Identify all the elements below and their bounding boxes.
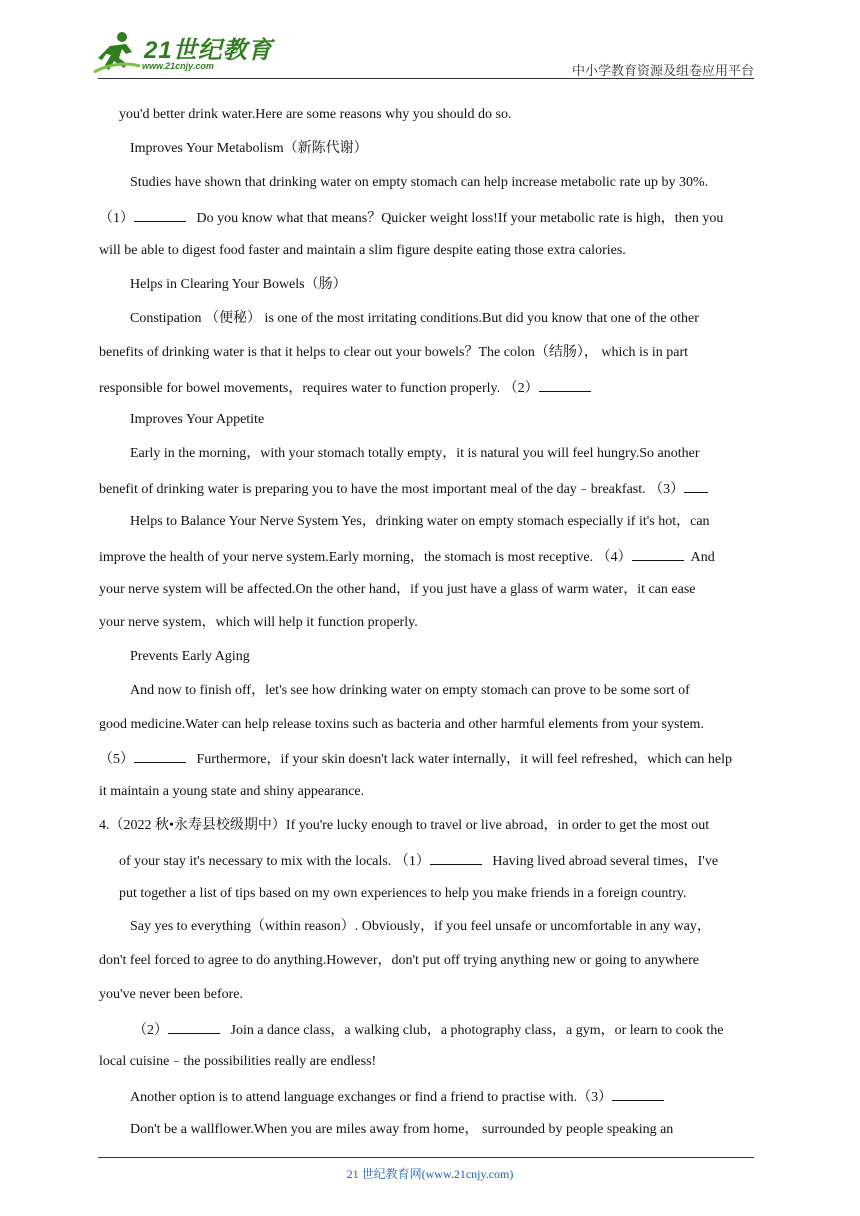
page-header xyxy=(0,0,860,80)
text-line xyxy=(99,377,591,399)
text-line xyxy=(99,478,708,500)
blank-number: （5） xyxy=(99,752,134,767)
platform-name: 中小学教育资源及组卷应用平台 xyxy=(571,63,754,78)
text-line: don't feel forced to agree to do anything.However，don't put off trying anything new or going to anywhere xyxy=(99,953,700,968)
section-heading: Helps in Clearing Your Bowels（肠） xyxy=(130,277,347,292)
answer-blank-4 xyxy=(632,546,684,561)
logo-text: 21世纪教育 xyxy=(144,37,273,64)
text-line xyxy=(99,748,732,770)
text-line: And now to finish off，let's see how drinking water on empty stomach can prove to be some sort of xyxy=(130,683,690,698)
runner-logo-icon xyxy=(92,30,142,76)
blank-number: （2） xyxy=(133,1023,168,1038)
answer-blank-q4-1 xyxy=(430,850,482,865)
logo-url: www.21cnjy.com xyxy=(142,61,214,71)
text-line xyxy=(99,207,723,229)
text-span: of your stay it's necessary to mix with the locals. （1） xyxy=(119,854,430,869)
section-heading: Prevents Early Aging xyxy=(130,649,250,664)
text-line xyxy=(99,546,715,568)
text-span: responsible for bowel movements，requires water to function properly. （2） xyxy=(99,381,539,396)
text-span: Having lived abroad several times，I've xyxy=(492,854,719,869)
text-span: And xyxy=(690,550,715,565)
footer-divider xyxy=(98,1157,754,1158)
text-line: Studies have shown that drinking water on empty stomach can help increase metabolic rate up by 30%. xyxy=(130,175,709,190)
section-heading: Improves Your Appetite xyxy=(130,412,265,427)
text-line xyxy=(130,1086,664,1108)
text-span: Do you know what that means？Quicker weight loss!If your metabolic rate is high，then you xyxy=(196,211,724,226)
text-line: benefits of drinking water is that it helps to clear out your bowels？The colon（结肠）， which is in part xyxy=(99,345,689,360)
section-heading: Helps to Balance Your Nerve System Yes，drinking water on empty stomach especially if it's hot，can xyxy=(130,514,710,529)
text-line: your nerve system will be affected.On the other hand，if you just have a glass of warm water，it can ease xyxy=(99,582,696,597)
text-span: Join a dance class，a walking club，a photography class，a gym，or learn to cook the xyxy=(230,1023,724,1038)
question-4-stem: 4.（2022 秋•永寿县校级期中）If you're lucky enough to travel or live abroad，in order to get the most out xyxy=(99,818,710,833)
text-line: good medicine.Water can help release toxins such as bacteria and other harmful elements from your system. xyxy=(99,717,704,732)
page-footer[interactable]: 21 世纪教育网(www.21cnjy.com) xyxy=(346,1167,514,1181)
text-span: Furthermore，if your skin doesn't lack water internally，it will feel refreshed，which can help xyxy=(196,752,733,767)
answer-blank-5 xyxy=(134,748,186,763)
text-line xyxy=(119,850,718,872)
text-line: Say yes to everything（within reason）. Obviously，if you feel unsafe or uncomfortable in any way， xyxy=(130,919,711,934)
blank-number: （1） xyxy=(99,211,134,226)
text-line: you'd better drink water.Here are some reasons why you should do so. xyxy=(119,107,512,122)
text-line: your nerve system，which will help it function properly. xyxy=(99,615,418,630)
text-line xyxy=(133,1019,723,1041)
text-line: put together a list of tips based on my own experiences to help you make friends in a foreign country. xyxy=(119,886,687,901)
text-line: it maintain a young state and shiny appearance. xyxy=(99,784,365,799)
section-heading: Improves Your Metabolism（新陈代谢） xyxy=(130,141,368,156)
text-line: Don't be a wallflower.When you are miles away from home， surrounded by people speaking an xyxy=(130,1122,674,1137)
text-line: Constipation （便秘） is one of the most irritating conditions.But did you know that one of the other xyxy=(130,311,699,326)
header-divider xyxy=(98,78,754,79)
text-line: you've never been before. xyxy=(99,987,244,1002)
answer-blank-3 xyxy=(684,478,708,493)
text-span: Another option is to attend language exchanges or find a friend to practise with.（3） xyxy=(130,1090,613,1105)
text-line: local cuisine﹣the possibilities really are endless! xyxy=(99,1054,377,1069)
text-span: improve the health of your nerve system.Early morning，the stomach is most receptive. （4） xyxy=(99,550,632,565)
text-span: benefit of drinking water is preparing you to have the most important meal of the day﹣breakfast. （3） xyxy=(99,482,685,497)
text-line: will be able to digest food faster and maintain a slim figure despite eating those extra calories. xyxy=(99,243,626,258)
answer-blank-q4-3 xyxy=(612,1086,664,1101)
answer-blank-2 xyxy=(539,377,591,392)
answer-blank-1 xyxy=(134,207,186,222)
text-line: Early in the morning，with your stomach totally empty，it is natural you will feel hungry.So another xyxy=(130,446,700,461)
site-logo xyxy=(92,30,292,80)
answer-blank-q4-2 xyxy=(168,1019,220,1034)
